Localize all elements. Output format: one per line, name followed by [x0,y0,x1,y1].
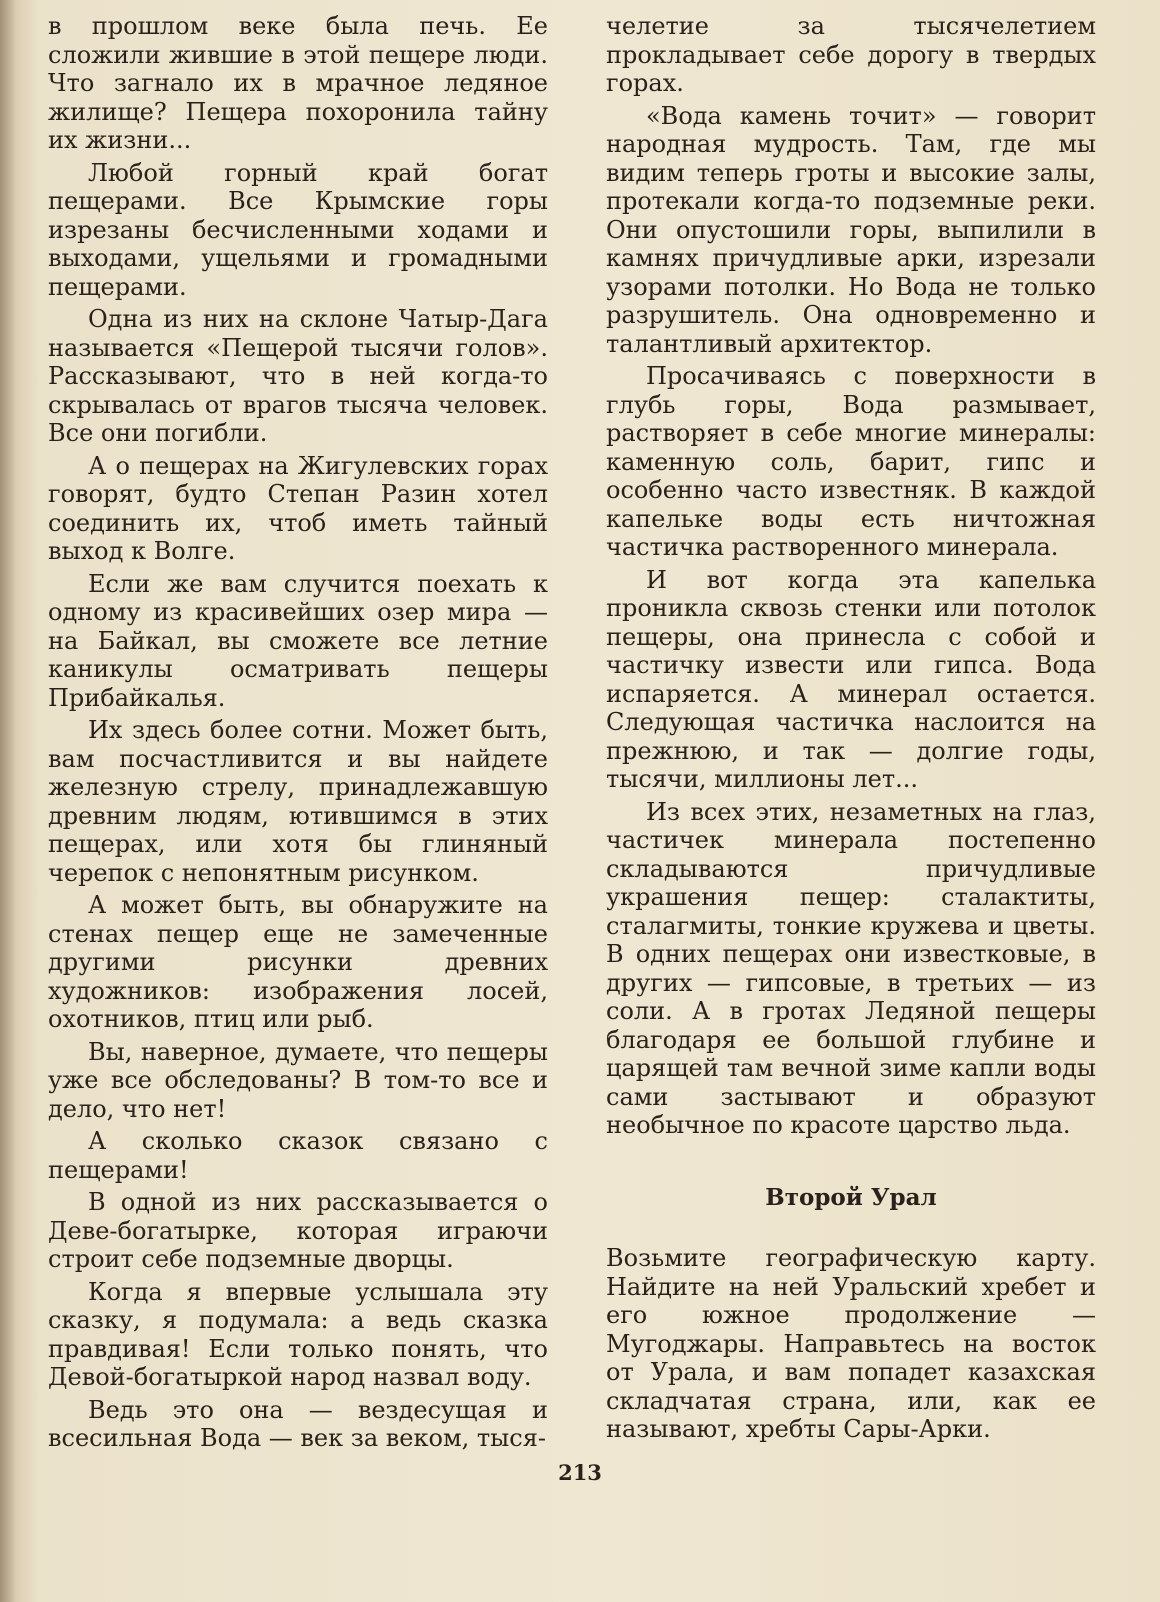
left-column [48,12,548,1457]
paragraph: Если же вам случится поехать к одному из красивейших озер мира — на Байкал, вы сможете все летние каникулы осматривать пещеры Прибайкалья. [48,569,548,712]
paragraph: Их здесь более сотни. Может быть, вам посчастливится и вы найдете железную стрелу, принадлежавшую древним людям, ютившимся в этих пещерах, или хотя бы глиняный черепок с непонятным рисунком. [48,716,548,887]
paragraph: Любой горный край богат пещерами. Все Крымские горы изрезаны бесчисленными ходами и выходами, ущельями и громадными пещерами. [48,158,548,301]
paragraph: И вот когда эта капелька проникла сквозь стенки или потолок пещеры, она принесла с собой и частичку извести или гипса. Вода испаряется. А минерал остается. Следующая частичка наслоится на прежнюю, и так — долгие годы, тысячи, миллионы лет... [606,565,1096,793]
paragraph: «Вода камень точит» — говорит народная мудрость. Там, где мы видим теперь гроты и высокие залы, протекали когда-то подземные реки. Они опустошили горы, выпилили в камнях причудливые арки, изрезали узорами потолки. Но Вода не только разрушитель. Она одновременно и талантливый архитектор. [606,101,1096,358]
paragraph: Ведь это она — вездесущая и всесильная Вода — век за веком, тыся- [48,1395,548,1452]
paragraph: Когда я впервые услышала эту сказку, я подумала: а ведь сказка правдивая! Если только понять, что Девой-богатыркой народ назвал воду. [48,1277,548,1391]
paragraph: Вы, наверное, думаете, что пещеры уже все обследованы? В том-то все и дело, что нет! [48,1037,548,1123]
paragraph: Из всех этих, незаметных на глаз, частичек минерала постепенно складываются причудливые украшения пещер: сталактиты, сталагмиты, тонкие кружева и цветы. В одних пещерах они известковые, в других — гипсовые, в третьих — из соли. А в гротах Ледяной пещеры благодаря ее большой глубине и царящей там вечной зиме капли воды сами застывают и образуют необычное по красоте царство льда. [606,797,1096,1139]
paragraph: Одна из них на склоне Чатыр-Дага называется «Пещерой тысячи голов». Рассказывают, что в ней когда-то скрывалась от врагов тысяча человек. Все они погибли. [48,305,548,447]
paragraph: А о пещерах на Жигулевских горах говорят, будто Степан Разин хотел соединить их, чтоб иметь тайный выход к Волге. [48,451,548,565]
paragraph: А может быть, вы обнаружите на стенах пещер еще не замеченные другими рисунки древних художников: изображения лосей, охотников, птиц или рыб. [48,891,548,1033]
binding-shadow [0,0,16,1602]
paragraph: А сколько сказок связано с пещерами! [48,1127,548,1184]
section-heading: Второй Урал [765,1183,937,1211]
paragraph: Просачиваясь с поверхности в глубь горы, Вода размывает, растворяет в себе многие минералы: каменную соль, барит, гипс и особенно часто известняк. В каждой капельке воды есть ничтожная частичка растворенного минерала. [606,362,1096,561]
paragraph: челетие за тысячелетием прокладывает себе дорогу в твердых горах. [606,12,1096,97]
section-paragraph: Возьмите географическую карту. Найдите на ней Уральский хребет и его южное продолжение — Мугоджары. Направьтесь на восток от Урала, и вам попадет казахская складчатая страна, или, как ее называют, хребты Сары-Арки. [606,1244,1096,1443]
right-column [606,12,1096,1448]
paragraph: в прошлом веке была печь. Ее сложили жившие в этой пещере люди. Что загнало их в мрачное ледяное жилище? Пещера похоронила тайну их жизни... [48,12,548,154]
paragraph: В одной из них рассказывается о Деве-богатырке, которая играючи строит себе подземные дворцы. [48,1188,548,1273]
page-number: 213 [558,1460,602,1485]
